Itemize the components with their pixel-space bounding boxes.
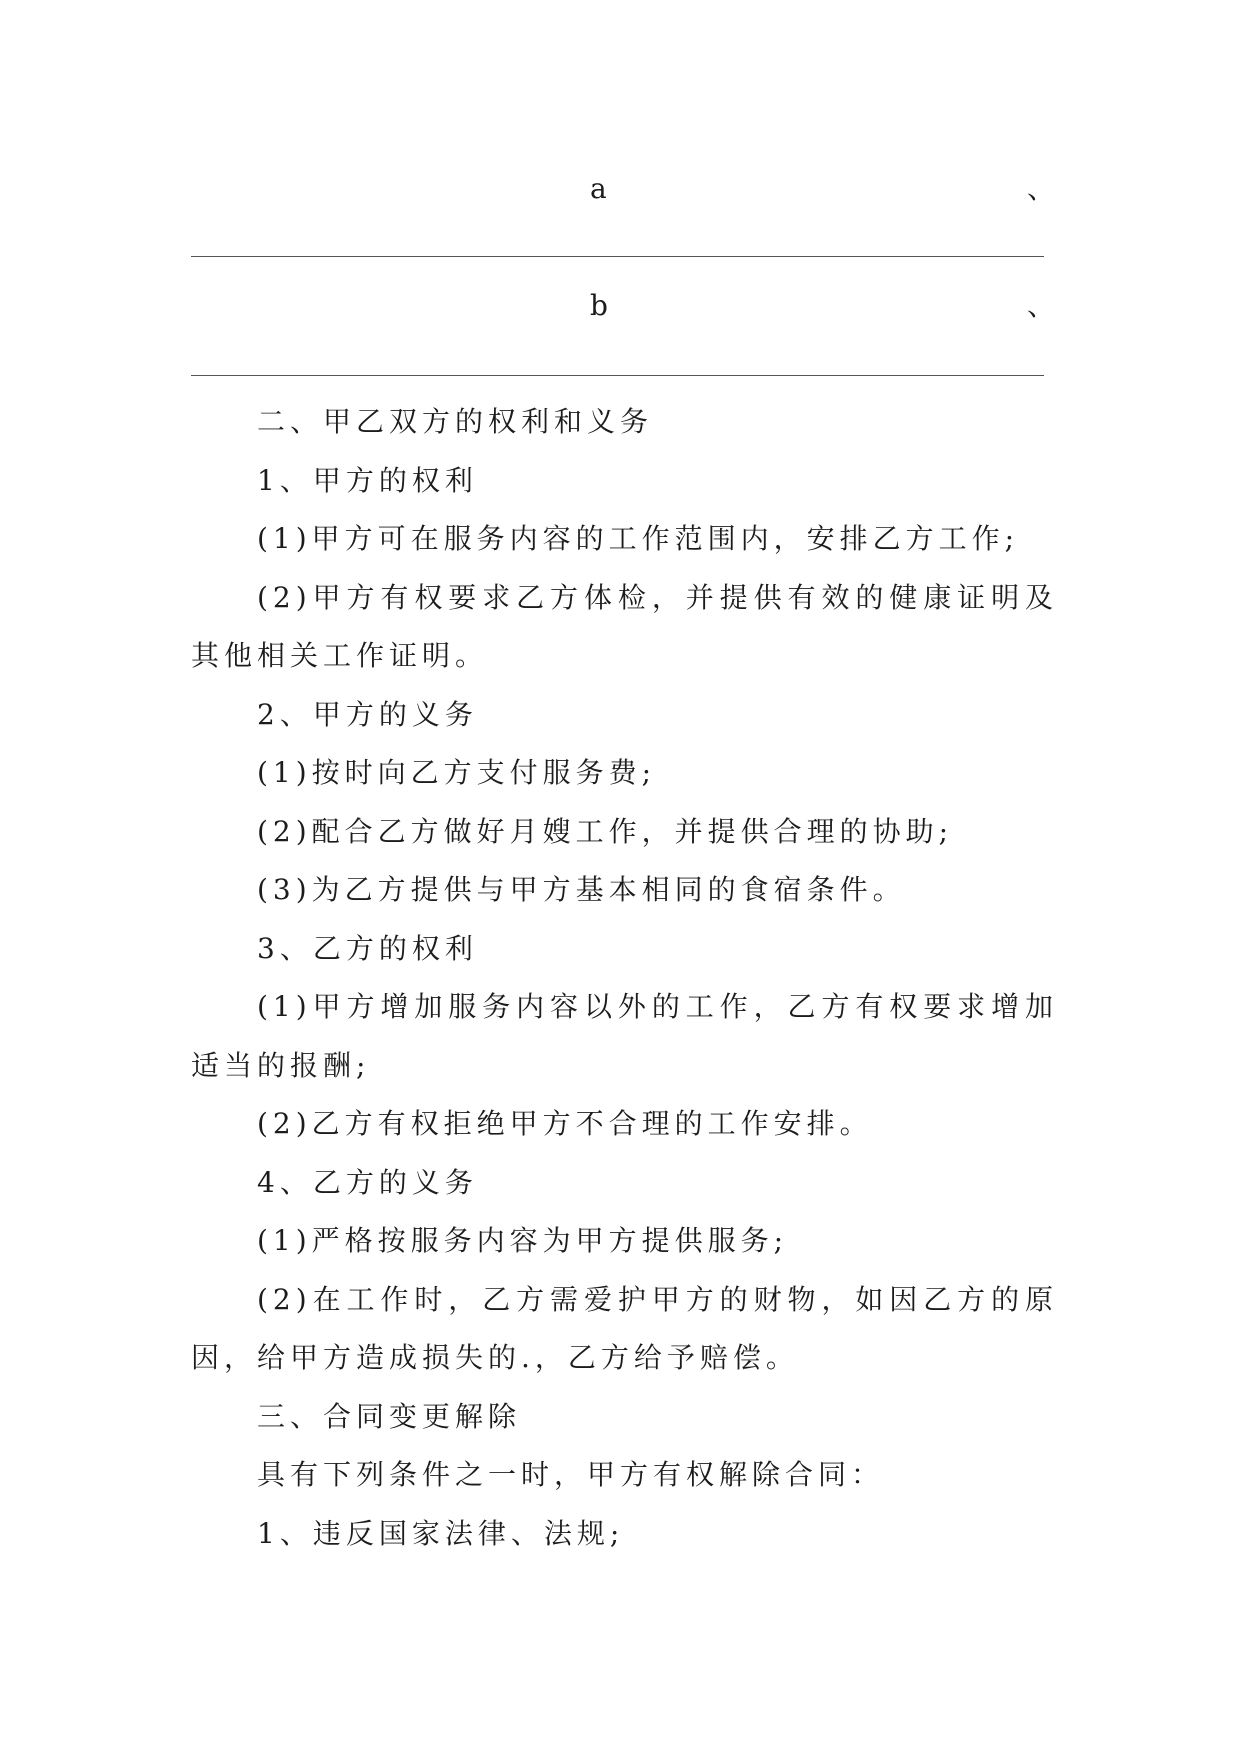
clause: (2)配合乙方做好月嫂工作，并提供合理的协助; xyxy=(257,814,954,848)
clause: (1)甲方可在服务内容的工作范围内，安排乙方工作; xyxy=(257,522,1020,555)
clause: (1)按时向乙方支付服务费; xyxy=(257,756,657,789)
clause: 1、违反国家法律、法规; xyxy=(257,1516,625,1550)
clause: (1)甲方增加服务内容以外的工作，乙方有权要求增加适当的报酬; xyxy=(191,990,1058,1082)
section-heading: 三、合同变更解除 xyxy=(257,1399,522,1433)
subsection-heading: 4、乙方的义务 xyxy=(257,1165,478,1199)
list-item-b xyxy=(191,288,1058,324)
list-marker: b xyxy=(590,289,608,322)
list-separator: 、 xyxy=(1027,172,1056,205)
subsection-heading: 3、乙方的权利 xyxy=(257,931,478,965)
list-item-a xyxy=(191,171,1058,207)
clause: (2)甲方有权要求乙方体检，并提供有效的健康证明及其他相关工作证明。 xyxy=(191,580,1058,672)
subsection-heading: 1、甲方的权利 xyxy=(257,463,478,497)
contract-body xyxy=(191,393,1058,1563)
list-marker: a xyxy=(590,172,607,205)
clause: (1)严格按服务内容为甲方提供服务; xyxy=(257,1224,789,1257)
list-separator: 、 xyxy=(1027,289,1056,322)
clause: (2)乙方有权拒绝甲方不合理的工作安排。 xyxy=(257,1107,873,1140)
fill-in-blank-line xyxy=(191,375,1044,376)
clause: (3)为乙方提供与甲方基本相同的食宿条件。 xyxy=(257,873,906,906)
clause-intro: 具有下列条件之一时，甲方有权解除合同： xyxy=(257,1458,885,1491)
clause: (2)在工作时，乙方需爱护甲方的财物，如因乙方的原因，给甲方造成损失的.，乙方给予赔偿。 xyxy=(191,1282,1058,1374)
fill-in-blank-line xyxy=(191,256,1044,257)
section-heading: 二、甲乙双方的权利和义务 xyxy=(257,405,654,438)
subsection-heading: 2、甲方的义务 xyxy=(257,697,478,731)
